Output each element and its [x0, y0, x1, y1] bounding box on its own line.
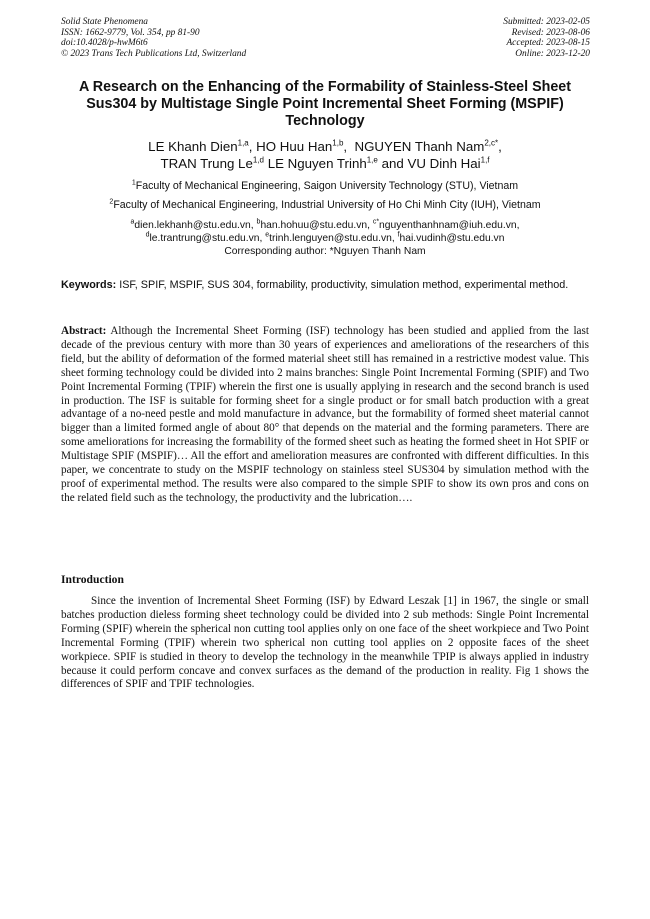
- email-link[interactable]: hai.vudinh@stu.edu.vn: [399, 233, 505, 244]
- keywords-text: ISF, SPIF, MSPIF, SUS 304, formability, productivity, simulation method, experimental method.: [119, 279, 569, 291]
- email-link[interactable]: dien.lekhanh@stu.edu.vn: [134, 220, 251, 231]
- affiliation-text: Faculty of Mechanical Engineering, Industrial University of Ho Chi Minh City (IUH), Vietnam: [113, 199, 541, 211]
- introduction-paragraph: Since the invention of Incremental Sheet Forming (ISF) by Edward Leszak [1] in 1967, the single or small batches production dieless forming sheet technology could be divided into 2 sub methods: Single Point Incremental Forming (SPIF) wherein the spherical non cutting tool applies only on one face of the sheet workpiece and Two Point Incremental Forming (TPIF) wherein two spherical non cutting tool applies on 2 opposite faces of the sheet workpiece. SPIF is studied in theory to develop the technology in the meanwhile TPIP is always applied in industry because it could perform concave and convex surfaces as the demand of the production in reality. Fig 1 shows the differences of SPIF and TPIF technologies.: [61, 595, 589, 691]
- email-sup: f: [397, 231, 400, 239]
- email-sup: c*: [372, 218, 380, 226]
- keywords-label: Keywords:: [61, 279, 117, 291]
- journal-copyright: © 2023 Trans Tech Publications Ltd, Switzerland: [61, 48, 247, 59]
- email-sup: e: [265, 231, 270, 239]
- submission-dates: [503, 17, 590, 59]
- author-conjunction: and: [381, 156, 404, 171]
- author-affil-sup: 1,b: [332, 138, 344, 148]
- author-name: VU Dinh Hai: [407, 156, 481, 171]
- journal-issn: ISSN: 1662-9779, Vol. 354, pp 81-90: [61, 27, 200, 38]
- email-sup: a: [130, 218, 135, 226]
- abstract-label: Abstract:: [61, 325, 107, 337]
- corresponding-author: Corresponding author: *Nguyen Thanh Nam: [224, 246, 426, 257]
- affiliation-text: Faculty of Mechanical Engineering, Saigon University Technology (STU), Vietnam: [135, 180, 519, 192]
- keywords: [61, 279, 589, 293]
- paper-title: A Research on the Enhancing of the Formability of Stainless-Steel Sheet Sus304 by Multistage Single Point Incremental Sheet Forming (MSPIF) Technology: [78, 79, 571, 129]
- journal-doi: doi:10.4028/p-hwM6t6: [61, 38, 148, 49]
- author-emails: $^a$dien.lekhanh@stu.edu.vn, $^b$han.hohuu@stu.edu.vn, $^{c*}$nguyenthanhnam@iuh.edu.vn, $^d$le.trantrung@stu.edu.vn, $^e$trinh.lenguyen@stu.edu.vn, $^f$hai.vudinh@stu.edu.vn Corresponding author: *Nguyen Thanh Nam: [130, 218, 520, 257]
- email-link[interactable]: nguyenthanhnam@iuh.edu.vn: [379, 220, 517, 231]
- journal-info: [61, 17, 246, 59]
- author-name: LE Nguyen Trinh: [267, 156, 367, 171]
- author-affil-sup: 1,d: [252, 155, 264, 165]
- date-accepted: Accepted: 2023-08-15: [506, 38, 590, 49]
- abstract: [61, 325, 589, 506]
- email-link[interactable]: trinh.lenguyen@stu.edu.vn: [269, 233, 392, 244]
- affiliation-sup: 2: [109, 198, 114, 206]
- author-affil-sup: 1,f: [480, 155, 490, 165]
- author-name: TRAN Trung Le: [160, 156, 253, 171]
- date-submitted: Submitted: 2023-02-05: [503, 17, 590, 27]
- author-affil-sup: 1,a: [237, 138, 249, 148]
- date-revised: Revised: 2023-08-06: [511, 27, 590, 38]
- author-list: LE Khanh Dien$^{1,a}$, HO Huu Han$^{1,b}$, NGUYEN Thanh Nam$^{2,c*}$, TRAN Trung Le$^{1,d}$ LE Nguyen Trinh$^{1,e}$ and VU Dinh Hai$^{1,f}$: [148, 138, 502, 171]
- author-name: NGUYEN Thanh Nam: [354, 139, 485, 154]
- author-affil-sup: 1,e: [366, 155, 378, 165]
- introduction-heading: Introduction: [61, 573, 124, 586]
- affiliation-sup: 1: [131, 179, 136, 187]
- journal-name: Solid State Phenomena: [61, 17, 148, 27]
- email-link[interactable]: le.trantrung@stu.edu.vn: [149, 233, 260, 244]
- author-affil-sup: 2,c*: [484, 138, 499, 148]
- affiliation-1: [40, 180, 610, 193]
- email-sup: b: [256, 218, 261, 226]
- email-sup: d: [145, 231, 150, 239]
- abstract-text: Although the Incremental Sheet Forming (ISF) technology has been studied and applied from the last decade of the previous century with more than 30 years of experiences and ameliorations of the researchers of this field, but the ability of deformation of the formed material sheet still has remained in a restrictive modest value. This sheet forming technology could be divided into 2 mains branches: Single Point Incremental Forming (SPIF) and Two Point Incremental Forming (TPIF) wherein the first one is usually applying in research and the second branch is used in production. The ISF is suitable for forming sheet for a single product or for small batch production with a great advantage of a no-need pestle and mold manufacture in advance, but the formability of formed sheet material cannot bigger than a limited formed angle of about 80° that depends on the material and the forming parameters. There are some ameliorations for increasing the formability of the formed sheet such as heating the formed sheet in Hot SPIF or Multistage SPIF (MSPIF)… All the effort and amelioration measures are confronted with different difficulties. In this paper, we concentrate to study on the MSPIF technology on stainless steel SUS304 by simulation method with the proof of experimental method. The results were also compared to the simple SPIF to show its own pros and cons on the related field such as the technology, the productivity and the lubrication….: [61, 325, 589, 504]
- author-name: LE Khanh Dien: [148, 139, 238, 154]
- affiliation-2: [40, 199, 610, 212]
- author-name: HO Huu Han: [256, 139, 333, 154]
- date-online: Online: 2023-12-20: [515, 48, 590, 59]
- email-link[interactable]: han.hohuu@stu.edu.vn: [260, 220, 368, 231]
